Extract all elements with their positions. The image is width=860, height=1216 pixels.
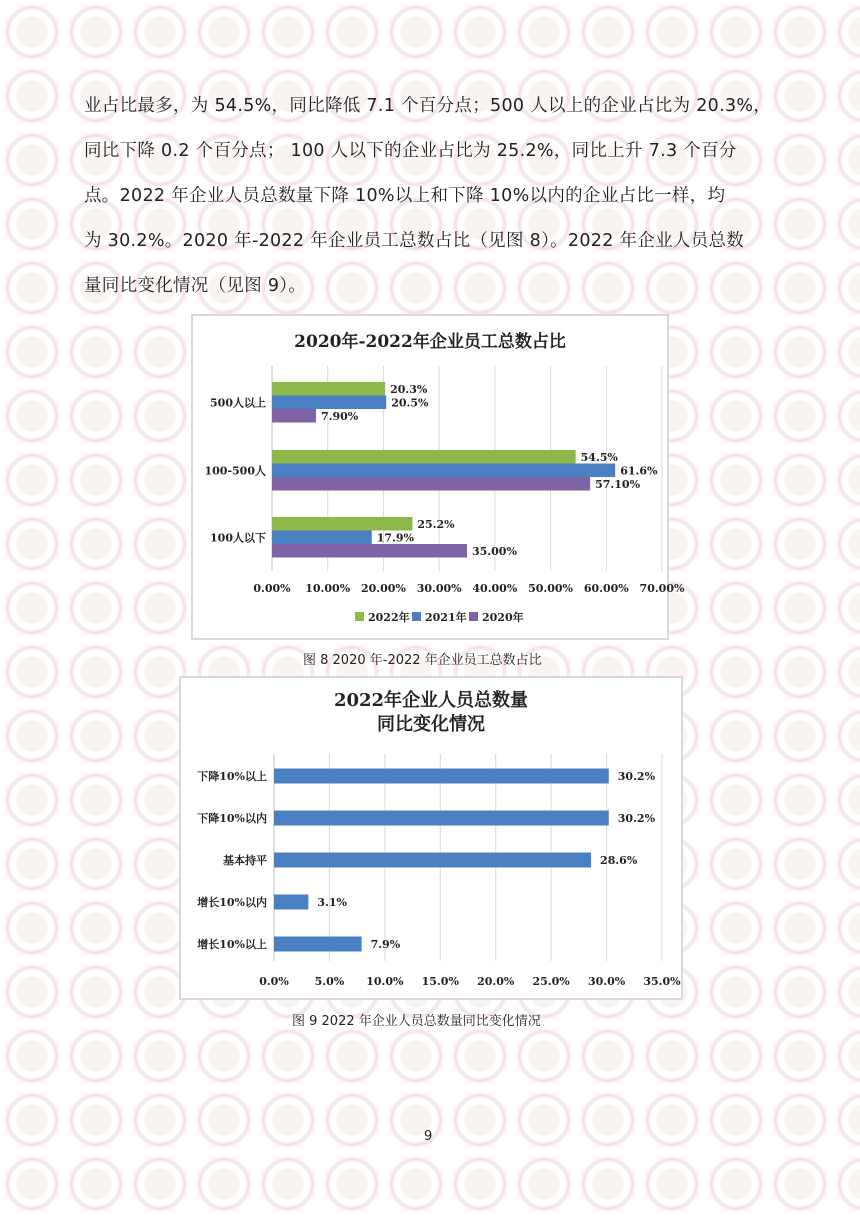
x-tick-label: 30.00% bbox=[416, 582, 462, 595]
data-label: 30.2% bbox=[617, 812, 656, 825]
bar bbox=[272, 477, 590, 491]
x-tick-label: 50.00% bbox=[528, 582, 574, 595]
data-label: 35.00% bbox=[472, 545, 517, 558]
data-label: 61.6% bbox=[620, 464, 658, 478]
figure-9-caption: 图 9 2022 年企业人员总数量同比变化情况 bbox=[292, 1014, 541, 1029]
data-label: 28.6% bbox=[600, 854, 638, 867]
paragraph-line: 业占比最多，为 54.5%，同比降低 7.1 个百分点；500 人以上的企业占比为 20.3%， bbox=[84, 96, 772, 116]
data-label: 25.2% bbox=[417, 518, 455, 531]
data-label: 7.9% bbox=[370, 938, 401, 951]
category-label: 基本持平 bbox=[223, 854, 267, 867]
category-label: 500人以上 bbox=[210, 396, 266, 410]
figure-9-svg bbox=[181, 678, 681, 998]
bar bbox=[272, 464, 615, 478]
bar bbox=[272, 382, 385, 396]
bar bbox=[272, 409, 316, 423]
paragraph-line: 同比下降 0.2 个百分点； 100 人以下的企业占比为 25.2%，同比上升 7.3 个百分 bbox=[84, 141, 737, 161]
bar bbox=[272, 396, 386, 410]
chart-title-line: 2022年企业人员总数量 bbox=[333, 690, 529, 711]
bar bbox=[272, 450, 576, 464]
data-label: 57.10% bbox=[595, 478, 641, 491]
category-label: 增长10%以内 bbox=[197, 896, 267, 909]
data-label: 7.90% bbox=[321, 410, 359, 423]
figure-8-svg bbox=[193, 316, 685, 638]
category-label: 100人以下 bbox=[210, 531, 266, 545]
x-tick-label: 20.00% bbox=[360, 582, 406, 595]
category-label: 100-500人 bbox=[204, 464, 266, 478]
bar bbox=[272, 544, 467, 558]
x-tick-label: 0.00% bbox=[253, 582, 291, 595]
x-tick-label: 0.0% bbox=[259, 975, 289, 988]
data-label: 54.5% bbox=[580, 451, 618, 464]
x-tick-label: 10.00% bbox=[305, 582, 351, 595]
category-label: 下降10%以上 bbox=[197, 770, 267, 783]
figure-9-chart bbox=[179, 676, 683, 1000]
figure-8-chart bbox=[191, 314, 685, 640]
body-paragraph bbox=[84, 84, 784, 309]
bar bbox=[274, 853, 591, 868]
x-tick-label: 30.0% bbox=[587, 975, 626, 988]
bar bbox=[274, 895, 308, 910]
paragraph-line: 量同比变化情况（见图 9）。 bbox=[84, 276, 307, 296]
category-label: 增长10%以上 bbox=[197, 938, 267, 951]
page-number: 9 bbox=[424, 1129, 433, 1144]
legend-label: 2020年 bbox=[482, 611, 524, 624]
x-tick-label: 15.0% bbox=[421, 975, 459, 988]
category-label: 下降10%以内 bbox=[197, 812, 267, 825]
chart-title: 2020年-2022年企业员工总数占比 bbox=[294, 332, 566, 352]
legend-label: 2022年 bbox=[368, 611, 410, 624]
x-tick-label: 10.0% bbox=[366, 975, 404, 988]
paragraph-line: 为 30.2%。2020 年-2022 年企业员工总数占比（见图 8）。2022 年企业人员总数 bbox=[84, 231, 745, 251]
legend-swatch bbox=[355, 612, 364, 621]
bar bbox=[274, 769, 609, 784]
x-tick-label: 20.0% bbox=[477, 975, 515, 988]
bar bbox=[272, 531, 372, 545]
x-tick-label: 35.0% bbox=[643, 975, 681, 988]
x-tick-label: 70.00% bbox=[639, 582, 685, 595]
data-label: 20.5% bbox=[391, 396, 429, 410]
chart-title-line: 同比变化情况 bbox=[377, 714, 485, 735]
x-tick-label: 40.00% bbox=[472, 582, 518, 595]
data-label: 17.9% bbox=[376, 531, 414, 545]
x-tick-label: 5.0% bbox=[314, 975, 345, 988]
legend-label: 2021年 bbox=[425, 611, 467, 624]
data-label: 30.2% bbox=[617, 770, 656, 783]
legend-swatch bbox=[469, 612, 478, 621]
bar bbox=[274, 811, 609, 826]
figure-8-caption: 图 8 2020 年-2022 年企业员工总数占比 bbox=[303, 653, 542, 668]
paragraph-line: 点。2022 年企业人员总数量下降 10%以上和下降 10%以内的企业占比一样，均 bbox=[84, 186, 726, 206]
bar bbox=[274, 937, 362, 952]
x-tick-label: 60.00% bbox=[583, 582, 629, 595]
legend-swatch bbox=[412, 612, 421, 621]
data-label: 3.1% bbox=[317, 896, 347, 909]
data-label: 20.3% bbox=[390, 383, 428, 396]
x-tick-label: 25.0% bbox=[532, 975, 570, 988]
bar bbox=[272, 517, 412, 531]
